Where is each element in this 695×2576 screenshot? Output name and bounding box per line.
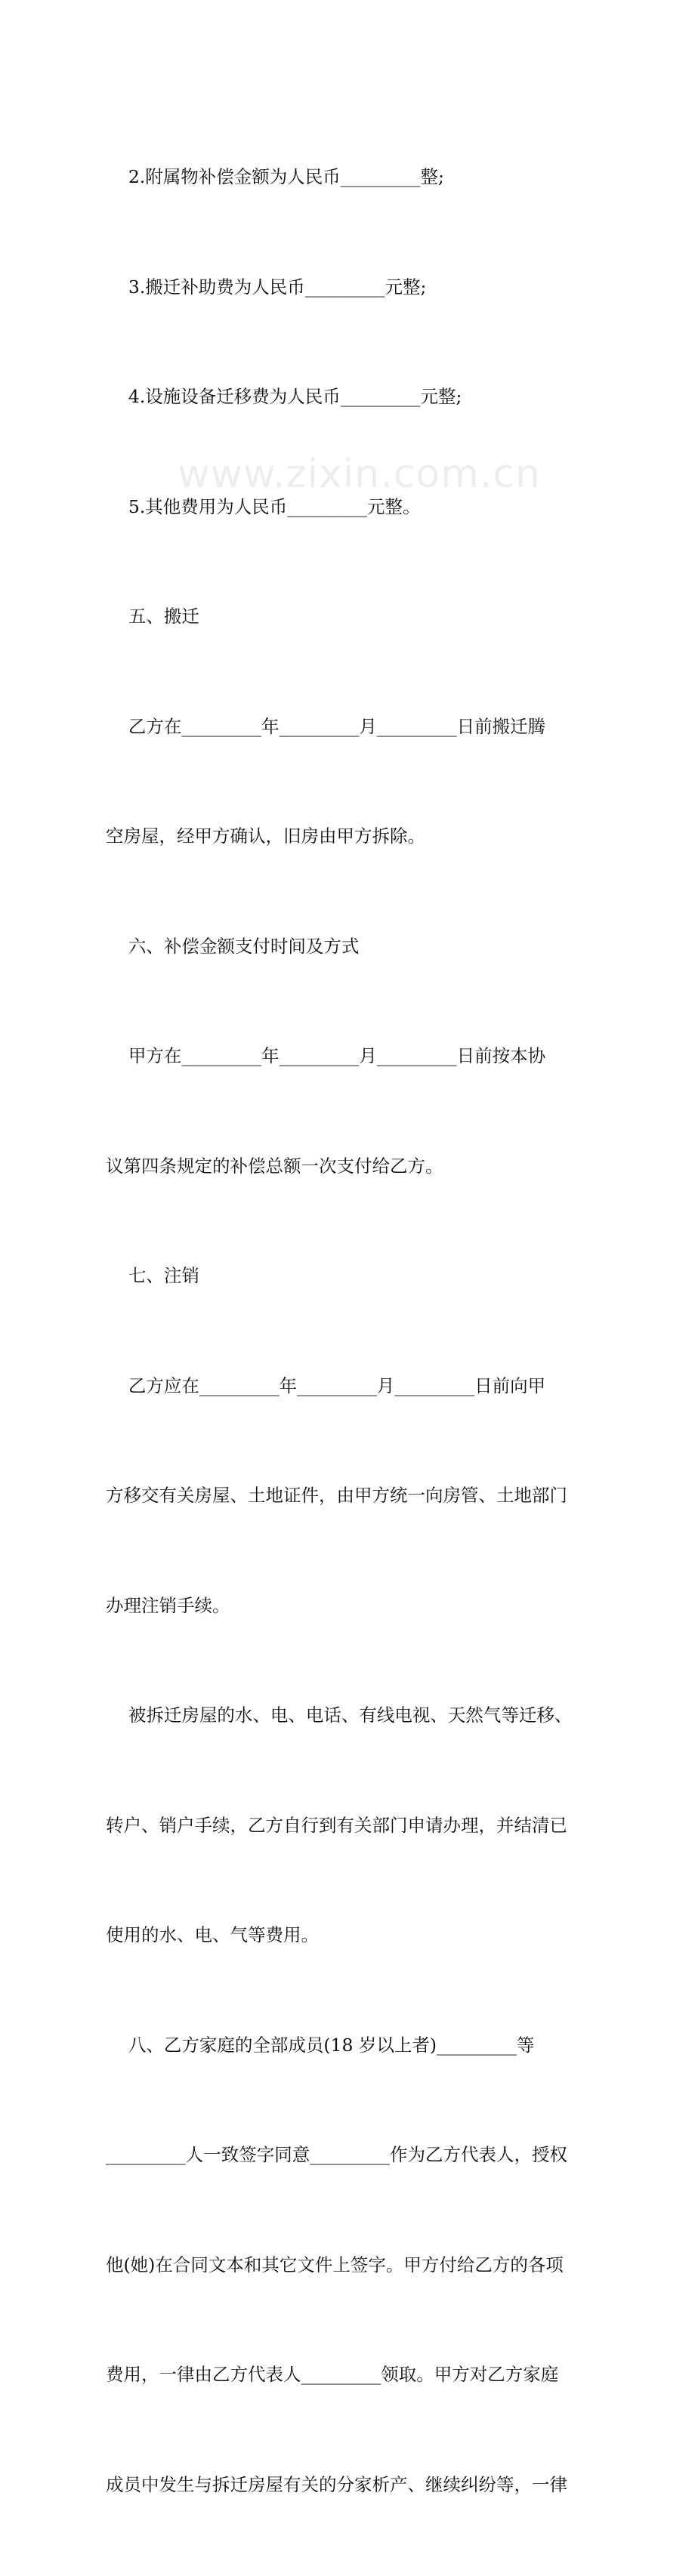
watermark: www.zixin.com.cn (178, 452, 541, 497)
text-line: 4.设施设备迁移费为人民币_________元整; (106, 386, 462, 407)
text-line: 乙方应在_________年_________月_________日前向甲 (106, 1374, 546, 1396)
section-heading: 五、搬迁 (106, 606, 199, 627)
text-line: _________人一致签字同意_________作为乙方代表人，授权 (106, 2144, 567, 2165)
text-line: 甲方在_________年_________月_________日前按本协 (106, 1045, 546, 1066)
document-body (106, 85, 593, 2576)
text-line: 成员中发生与拆迁房屋有关的分家析产、继续纠纷等，一律 (106, 2473, 567, 2495)
text-line: 乙方在_________年_________月_________日前搬迁腾 (106, 715, 546, 737)
text-line: 使用的水、电、气等费用。 (106, 1924, 319, 1945)
text-line: 费用，一律由乙方代表人_________领取。甲方对乙方家庭 (106, 2364, 559, 2385)
text-line: 议第四条规定的补偿总额一次支付给乙方。 (106, 1155, 443, 1177)
text-line: 他(她)在合同文本和其它文件上签字。甲方付给乙方的各项 (106, 2254, 564, 2275)
section-heading: 六、补偿金额支付时间及方式 (106, 935, 360, 957)
text-line: 2.附属物补偿金额为人民币_________整; (106, 166, 444, 187)
text-line: 办理注销手续。 (106, 1594, 230, 1616)
section-heading: 七、注销 (106, 1265, 199, 1286)
text-line: 被拆迁房屋的水、电、电话、有线电视、天然气等迁移、 (106, 1704, 573, 1726)
text-line: 3.搬迁补助费为人民币_________元整; (106, 276, 427, 298)
text-line: 5.其他费用为人民币_________元整。 (106, 495, 421, 517)
text-line: 转户、销户手续，乙方自行到有关部门申请办理，并结清已 (106, 1814, 567, 1836)
text-line: 方移交有关房屋、土地证件，由甲方统一向房管、土地部门 (106, 1485, 567, 1506)
text-line: 空房屋，经甲方确认，旧房由甲方拆除。 (106, 825, 425, 847)
section-heading: 八、乙方家庭的全部成员(18 岁以上者)_________等 (106, 2034, 535, 2056)
